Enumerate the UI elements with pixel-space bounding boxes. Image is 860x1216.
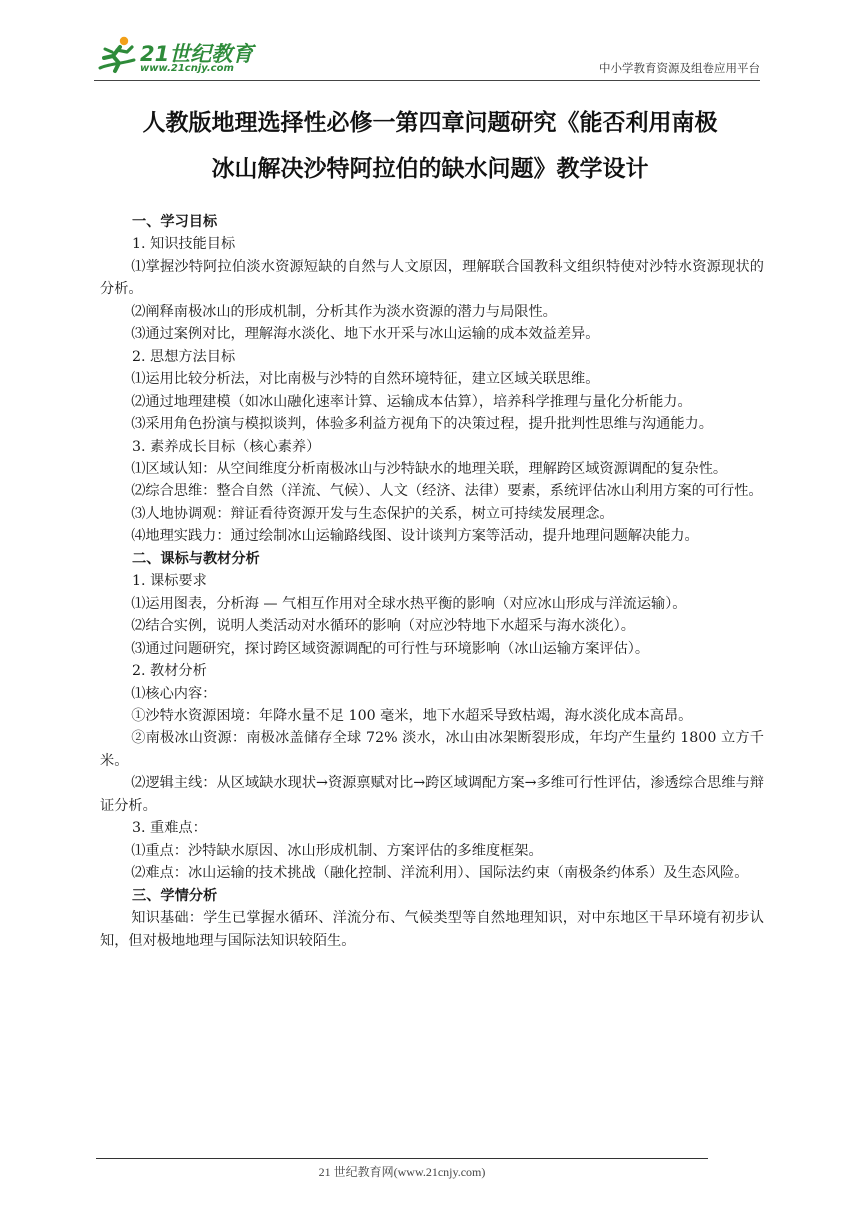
page-header [94,34,760,80]
paragraph: ⑴运用图表，分析海 — 气相互作用对全球水热平衡的影响（对应冰山形成与洋流运输）。 [131,595,687,612]
document-title [94,100,766,192]
paragraph: ⑵综合思维：整合自然（洋流、气候）、人文（经济、法律）要素，系统评估冰山利用方案的可行性。 [131,483,763,500]
subsection-heading: 3. 重难点： [132,820,207,837]
title-line-2: 冰山解决沙特阿拉伯的缺水问题》教学设计 [211,156,649,182]
paragraph: ⑴运用比较分析法，对比南极与沙特的自然环境特征，建立区域关联思维。 [131,371,600,388]
paragraph: ⑷地理实践力：通过绘制冰山运输路线图、设计谈判方案等活动，提升地理问题解决能力。 [131,528,699,545]
subsection-heading: 2. 教材分析 [132,663,207,680]
paragraph: ⑴重点：沙特缺水原因、冰山形成机制、方案评估的多维度框架。 [131,842,543,859]
section-heading: 三、学情分析 [132,887,218,904]
subsection-heading: 3. 素养成长目标（核心素养） [132,438,321,455]
subsection-heading: 2. 思想方法目标 [132,348,236,365]
paragraph: ⑴核心内容： [131,685,217,702]
logo-text: 21世纪教育 [140,42,254,66]
section-heading: 二、课标与教材分析 [132,550,260,567]
paragraph: ⑶采用角色扮演与模拟谈判，体验多利益方视角下的决策过程，提升批判性思维与沟通能力。 [131,416,713,433]
footer-divider [96,1158,708,1159]
paragraph: ⑵逻辑主线：从区域缺水现状→资源禀赋对比→跨区域调配方案→多维可行性评估，渗透综合思维与辩证分析。 [100,775,764,814]
platform-name: 中小学教育资源及组卷应用平台 [599,61,760,75]
paragraph: ⑴区域认知：从空间维度分析南极冰山与沙特缺水的地理关联，理解跨区域资源调配的复杂性。 [131,460,728,477]
paragraph: ⑶人地协调观：辩证看待资源开发与生态保护的关系，树立可持续发展理念。 [131,505,614,522]
paragraph: ②南极冰山资源：南极冰盖储存全球 72% 淡水，冰山由冰架断裂形成，年均产生量约 1800 立方千米。 [100,730,764,769]
logo-url: www.21cnjy.com [140,63,234,74]
paragraph: ⑶通过问题研究，探讨跨区域资源调配的可行性与环境影响（冰山运输方案评估）。 [131,640,650,657]
paragraph: ⑴掌握沙特阿拉伯淡水资源短缺的自然与人文原因，理解联合国教科文组织特使对沙特水资源现状的分析。 [100,258,764,298]
logo [94,34,264,78]
paragraph: ⑵难点：冰山运输的技术挑战（融化控制、洋流利用）、国际法约束（南极条约体系）及生态风险。 [131,865,749,882]
paragraph: ⑵结合实例，说明人类活动对水循环的影响（对应沙特地下水超采与海水淡化）。 [131,618,635,635]
paragraph: ⑵阐释南极冰山的形成机制，分析其作为淡水资源的潜力与局限性。 [131,303,557,320]
runner-logo-icon [94,34,140,78]
footer-text: 21 世纪教育网(www.21cnjy.com) [318,1165,486,1179]
paragraph: ①沙特水资源困境：年降水量不足 100 毫米，地下水超采导致枯竭，海水淡化成本高昂。 [131,707,693,724]
subsection-heading: 1. 知识技能目标 [132,236,236,253]
paragraph: 知识基础：学生已掌握水循环、洋流分布、气候类型等自然地理知识，对中东地区干旱环境有初步认知，但对极地地理与国际法知识较陌生。 [100,910,764,949]
title-line-1: 人教版地理选择性必修一第四章问题研究《能否利用南极 [142,110,718,136]
header-divider [94,80,760,81]
document-body [100,211,764,952]
subsection-heading: 1. 课标要求 [132,573,207,590]
paragraph: ⑶通过案例对比，理解海水淡化、地下水开采与冰山运输的成本效益差异。 [131,326,600,343]
paragraph: ⑵通过地理建模（如冰山融化速率计算、运输成本估算），培养科学推理与量化分析能力。 [131,393,692,410]
section-heading: 一、学习目标 [132,214,218,230]
